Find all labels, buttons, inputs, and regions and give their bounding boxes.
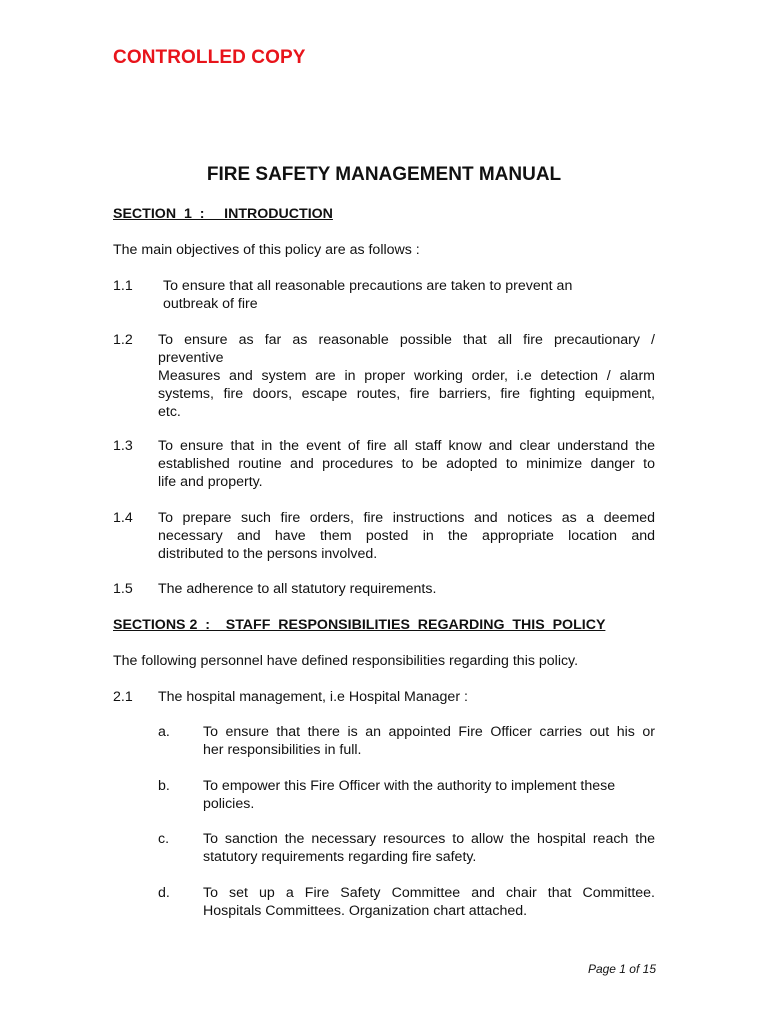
text-line: Measures and system are in proper working order, i.e detection / alarm — [158, 368, 655, 384]
item-text — [158, 509, 655, 563]
item-number: 1.4 — [113, 510, 133, 526]
subitem-letter: d. — [158, 885, 170, 901]
item-number: 1.5 — [113, 581, 133, 597]
text-line: distributed to the persons involved. — [158, 546, 378, 562]
controlled-copy-stamp: CONTROLLED COPY — [113, 47, 306, 68]
text-line: established routine and procedures to be adopted to minimize danger to — [158, 456, 655, 472]
text-line: To prepare such fire orders, fire instructions and notices as a deemed — [158, 510, 655, 526]
document-title: FIRE SAFETY MANAGEMENT MANUAL — [206, 164, 562, 185]
subitem-letter: b. — [158, 778, 170, 794]
page-number: Page 1 of 15 — [587, 962, 656, 976]
text-line: necessary and have them posted in the appropriate location and — [158, 528, 655, 544]
section-1-intro: The main objectives of this policy are as follows : — [113, 242, 420, 258]
text-line: policies. — [203, 796, 255, 812]
text-line: To ensure that in the event of fire all staff know and clear understand the — [158, 438, 655, 454]
text-line: The adherence to all statutory requirements. — [158, 581, 437, 597]
text-line: To ensure that all reasonable precautions are taken to prevent an — [163, 278, 573, 294]
subitem-text — [203, 830, 655, 866]
text-line: statutory requirements regarding fire safety. — [203, 849, 477, 865]
text-line: Hospitals Committees. Organization chart attached. — [203, 903, 528, 919]
text-line: outbreak of fire — [163, 296, 258, 312]
section-2-intro: The following personnel have defined responsibilities regarding this policy. — [113, 653, 579, 669]
text-line: To ensure that there is an appointed Fire Officer carries out his or — [203, 724, 655, 740]
text-line: To empower this Fire Officer with the authority to implement these — [203, 778, 616, 794]
item-text — [158, 580, 655, 598]
subitem-text — [203, 884, 655, 920]
subitem-text — [203, 723, 655, 759]
item-text — [163, 277, 655, 313]
text-line: The hospital management, i.e Hospital Manager : — [158, 689, 468, 705]
text-line: To set up a Fire Safety Committee and chair that Committee. — [203, 885, 655, 901]
item-number: 1.2 — [113, 332, 133, 348]
section-2-heading: SECTIONS 2 : STAFF RESPONSIBILITIES REGARDING THIS POLICY — [113, 617, 606, 633]
subitem-text — [203, 777, 655, 813]
item-text — [158, 688, 655, 706]
item-text — [158, 331, 655, 421]
text-line: life and property. — [158, 474, 263, 490]
item-number: 1.3 — [113, 438, 133, 454]
item-text — [158, 437, 655, 491]
text-line: her responsibilities in full. — [203, 742, 362, 758]
subitem-letter: a. — [158, 724, 170, 740]
text-line: systems, fire doors, escape routes, fire barriers, fire fighting equipment, — [158, 386, 655, 402]
section-1-heading: SECTION 1 : INTRODUCTION — [113, 206, 333, 222]
text-line: To sanction the necessary resources to allow the hospital reach the — [203, 831, 655, 847]
text-line: preventive — [158, 350, 224, 366]
text-line: etc. — [158, 404, 181, 420]
item-number: 1.1 — [113, 278, 133, 294]
text-line: To ensure as far as reasonable possible that all fire precautionary / — [158, 332, 655, 348]
subitem-letter: c. — [158, 831, 170, 847]
item-number: 2.1 — [113, 689, 133, 705]
